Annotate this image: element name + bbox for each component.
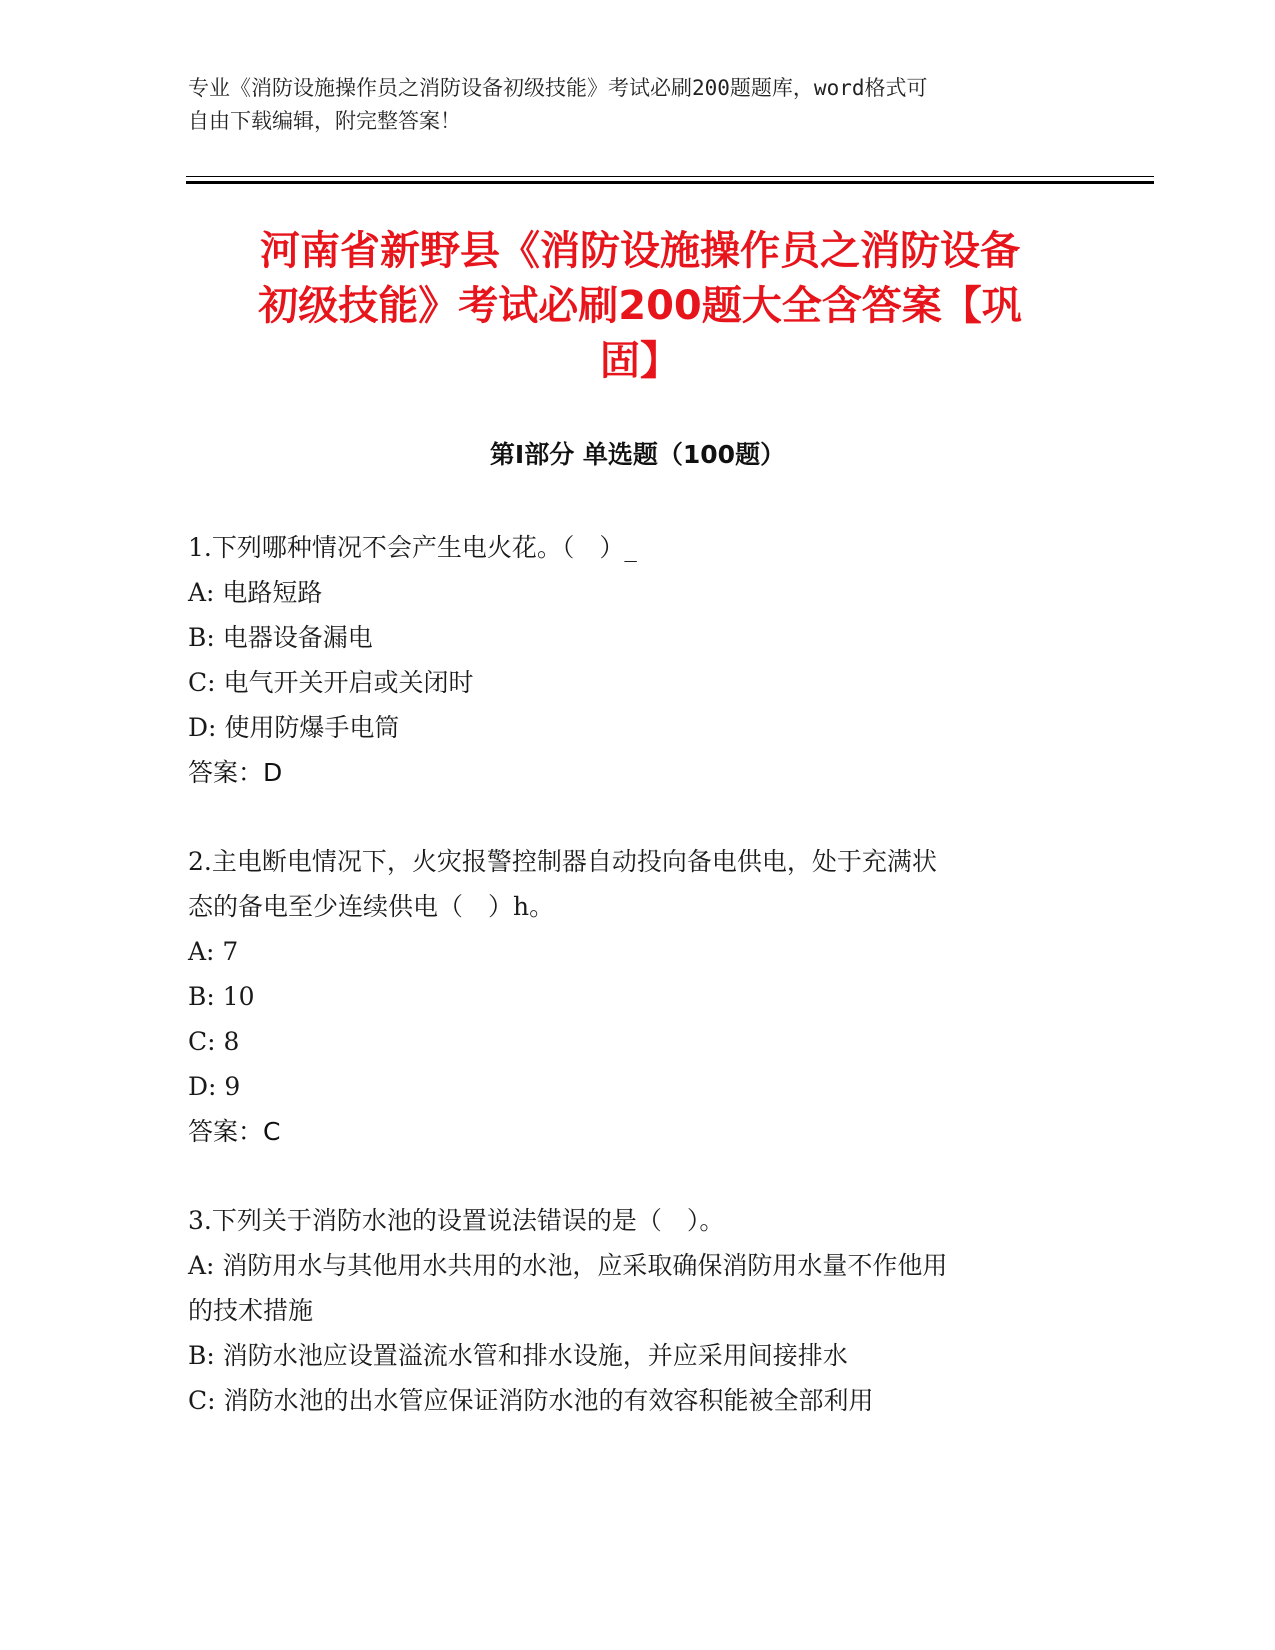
option-c: C: 电气开关开启或关闭时 (188, 668, 474, 697)
option-b: B: 10 (188, 982, 255, 1011)
answer: 答案：C (188, 1117, 281, 1146)
header-note-line-1: 专业《消防设施操作员之消防设备初级技能》考试必刷200题题库，word格式可 (188, 76, 928, 100)
document-title-line-2: 初级技能》考试必刷200题大全含答案【巩 (258, 283, 1022, 329)
option-a: A: 电路短路 (188, 578, 323, 607)
option-a: A: 消防用水与其他用水共用的水池，应采取确保消防用水量不作他用 (188, 1251, 948, 1280)
answer: 答案：D (188, 758, 283, 787)
document-title (190, 224, 1090, 389)
option-d: D: 使用防爆手电筒 (188, 713, 400, 742)
question-2 (188, 839, 1068, 1154)
option-b: B: 电器设备漏电 (188, 623, 373, 652)
document-title-line-3: 固】 (600, 338, 680, 384)
question-stem: 1.下列哪种情况不会产生电火花。（ ）_ (188, 533, 637, 562)
header-note (188, 72, 1068, 138)
option-a: A: 7 (188, 937, 239, 966)
section-title: 第Ⅰ部分 单选题（100题） (489, 440, 786, 469)
option-d: D: 9 (188, 1072, 241, 1101)
option-c: C: 消防水池的出水管应保证消防水池的有效容积能被全部利用 (188, 1386, 874, 1415)
option-c: C: 8 (188, 1027, 240, 1056)
header-divider-thin (186, 176, 1154, 177)
header-divider-thick (186, 181, 1154, 184)
question-list (188, 525, 1068, 1467)
document-title-line-1: 河南省新野县《消防设施操作员之消防设备 (260, 228, 1020, 274)
question-stem-line-2: 态的备电至少连续供电（ ）h。 (188, 892, 555, 921)
question-3 (188, 1198, 1068, 1423)
question-1 (188, 525, 1068, 795)
option-a-continued: 的技术措施 (188, 1296, 314, 1325)
question-stem: 3.下列关于消防水池的设置说法错误的是（ ）。 (188, 1206, 725, 1235)
option-b: B: 消防水池应设置溢流水管和排水设施，并应采用间接排水 (188, 1341, 848, 1370)
header-note-line-2: 自由下载编辑，附完整答案！ (188, 109, 461, 133)
question-stem-line-1: 2.主电断电情况下，火灾报警控制器自动投向备电供电，处于充满状 (188, 847, 937, 876)
